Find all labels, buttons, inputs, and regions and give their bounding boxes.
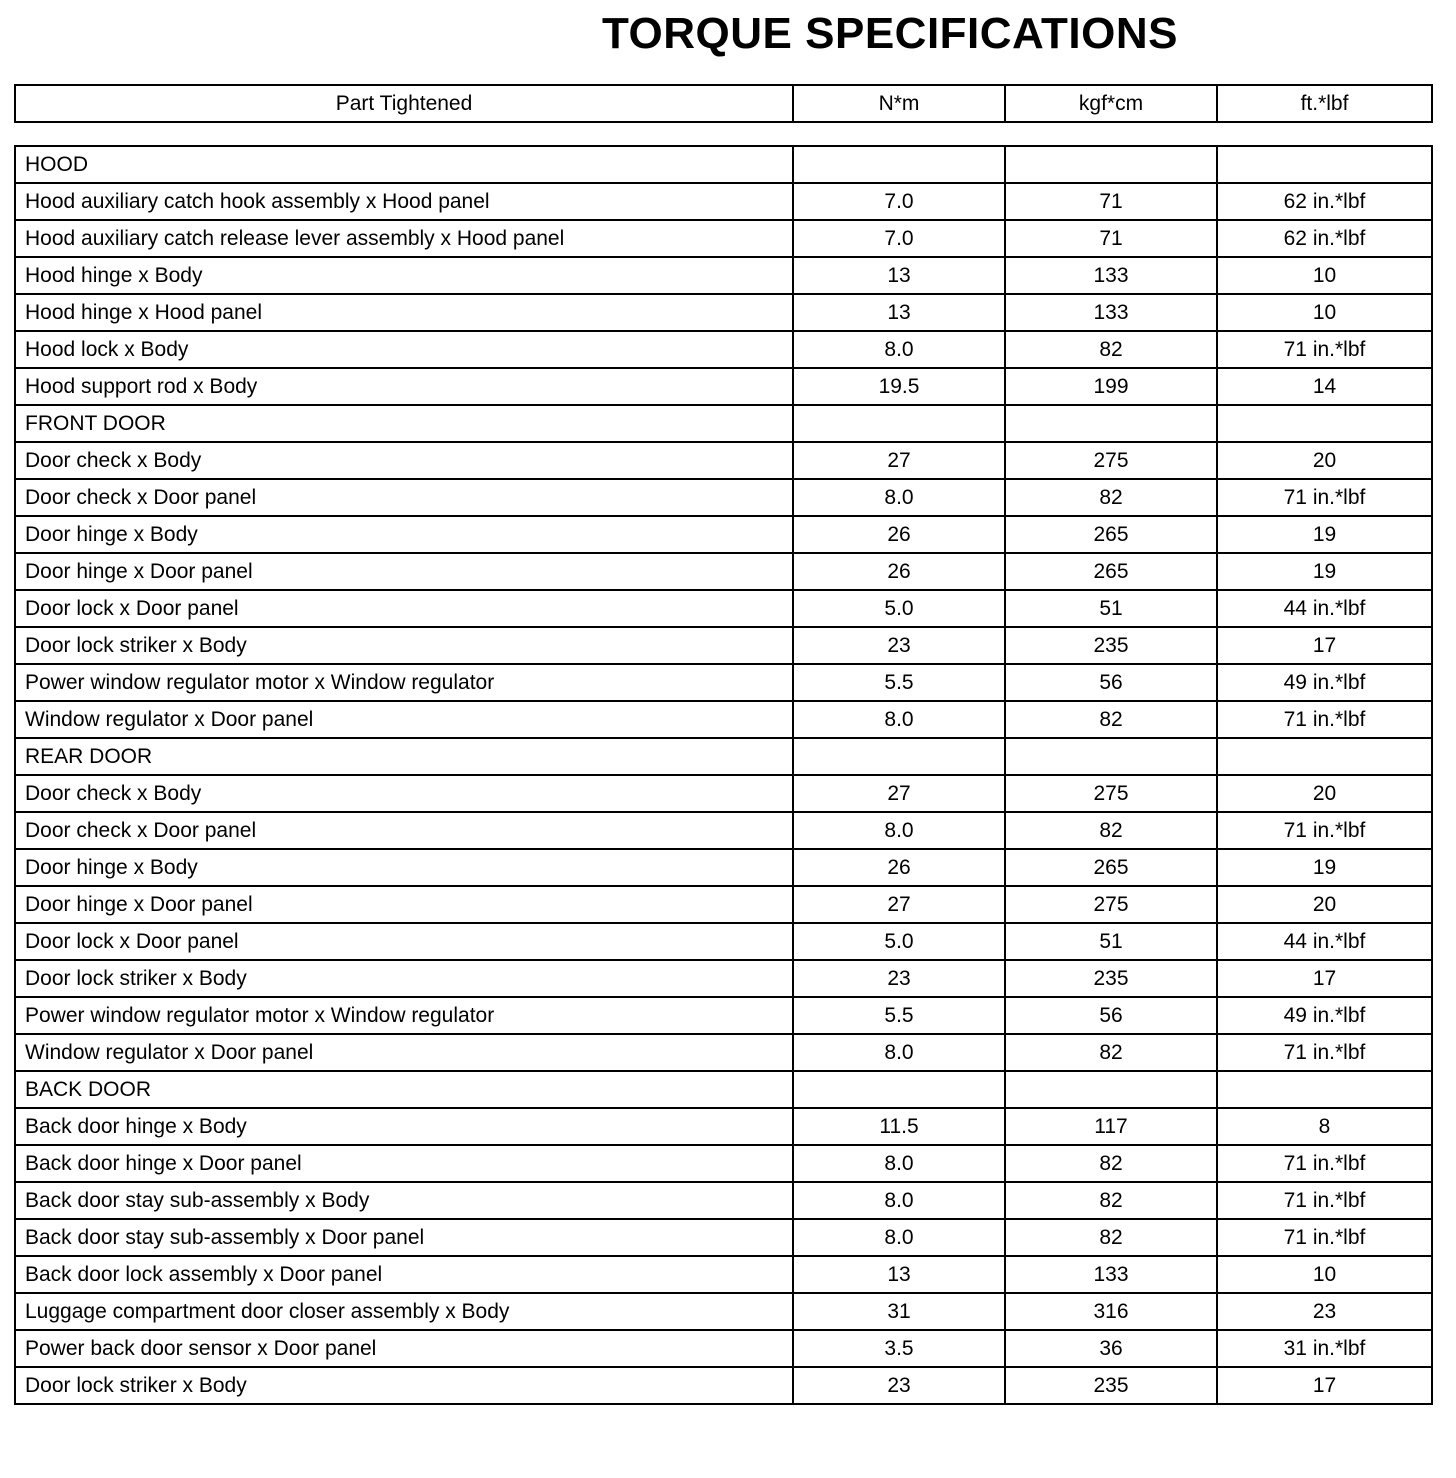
nm-value-cell: 26 xyxy=(793,553,1005,590)
table-row xyxy=(15,1330,1432,1367)
table-row xyxy=(15,1182,1432,1219)
part-cell: Hood auxiliary catch release lever assembly x Hood panel xyxy=(15,220,793,257)
nm-value-cell: 5.0 xyxy=(793,923,1005,960)
ftlbf-value-cell: 19 xyxy=(1217,516,1432,553)
kgfcm-value-cell: 82 xyxy=(1005,1145,1217,1182)
nm-value-cell xyxy=(793,405,1005,442)
part-cell: Door check x Door panel xyxy=(15,812,793,849)
part-cell: Door hinge x Body xyxy=(15,516,793,553)
table-row xyxy=(15,960,1432,997)
table-row xyxy=(15,664,1432,701)
part-cell: Hood lock x Body xyxy=(15,331,793,368)
column-header-ftlbf: ft.*lbf xyxy=(1217,85,1432,122)
table-row xyxy=(15,183,1432,220)
kgfcm-value-cell xyxy=(1005,146,1217,183)
nm-value-cell xyxy=(793,146,1005,183)
table-row xyxy=(15,294,1432,331)
nm-value-cell: 8.0 xyxy=(793,1034,1005,1071)
column-header-nm: N*m xyxy=(793,85,1005,122)
ftlbf-value-cell: 17 xyxy=(1217,960,1432,997)
part-cell: Door lock striker x Body xyxy=(15,627,793,664)
nm-value-cell: 8.0 xyxy=(793,479,1005,516)
table-row xyxy=(15,849,1432,886)
kgfcm-value-cell: 275 xyxy=(1005,442,1217,479)
page-title: TORQUE SPECIFICATIONS xyxy=(601,9,1179,58)
kgfcm-value-cell: 316 xyxy=(1005,1293,1217,1330)
kgfcm-value-cell: 56 xyxy=(1005,664,1217,701)
ftlbf-value-cell: 10 xyxy=(1217,1256,1432,1293)
ftlbf-value-cell xyxy=(1217,1071,1432,1108)
ftlbf-value-cell: 20 xyxy=(1217,775,1432,812)
kgfcm-value-cell: 82 xyxy=(1005,1219,1217,1256)
ftlbf-value-cell: 19 xyxy=(1217,553,1432,590)
nm-value-cell xyxy=(793,738,1005,775)
table-row xyxy=(15,701,1432,738)
part-cell: Hood hinge x Body xyxy=(15,257,793,294)
table-row xyxy=(15,1256,1432,1293)
kgfcm-value-cell: 265 xyxy=(1005,516,1217,553)
ftlbf-value-cell: 71 in.*lbf xyxy=(1217,1145,1432,1182)
table-row xyxy=(15,627,1432,664)
part-cell: Door check x Door panel xyxy=(15,479,793,516)
part-cell: Door check x Body xyxy=(15,442,793,479)
section-header-row xyxy=(15,1071,1432,1108)
torque-spec-table xyxy=(14,145,1433,1405)
part-cell: Back door stay sub-assembly x Door panel xyxy=(15,1219,793,1256)
ftlbf-value-cell: 49 in.*lbf xyxy=(1217,664,1432,701)
nm-value-cell: 8.0 xyxy=(793,1182,1005,1219)
table-row xyxy=(15,997,1432,1034)
part-cell: Power back door sensor x Door panel xyxy=(15,1330,793,1367)
kgfcm-value-cell: 71 xyxy=(1005,183,1217,220)
ftlbf-value-cell xyxy=(1217,405,1432,442)
ftlbf-value-cell: 62 in.*lbf xyxy=(1217,183,1432,220)
table-row xyxy=(15,516,1432,553)
ftlbf-value-cell: 17 xyxy=(1217,627,1432,664)
table-row xyxy=(15,1293,1432,1330)
ftlbf-value-cell: 49 in.*lbf xyxy=(1217,997,1432,1034)
table-row xyxy=(15,923,1432,960)
table-row xyxy=(15,257,1432,294)
nm-value-cell: 13 xyxy=(793,1256,1005,1293)
nm-value-cell: 8.0 xyxy=(793,1219,1005,1256)
nm-value-cell: 5.0 xyxy=(793,590,1005,627)
table-row xyxy=(15,331,1432,368)
ftlbf-value-cell: 71 in.*lbf xyxy=(1217,1182,1432,1219)
column-header-part: Part Tightened xyxy=(15,85,793,122)
part-cell: Luggage compartment door closer assembly x Body xyxy=(15,1293,793,1330)
ftlbf-value-cell: 14 xyxy=(1217,368,1432,405)
kgfcm-value-cell: 199 xyxy=(1005,368,1217,405)
ftlbf-value-cell: 19 xyxy=(1217,849,1432,886)
ftlbf-value-cell: 10 xyxy=(1217,294,1432,331)
ftlbf-value-cell: 17 xyxy=(1217,1367,1432,1404)
section-header-row xyxy=(15,738,1432,775)
table-row xyxy=(15,1034,1432,1071)
part-cell: Back door hinge x Body xyxy=(15,1108,793,1145)
nm-value-cell: 11.5 xyxy=(793,1108,1005,1145)
part-cell: Hood support rod x Body xyxy=(15,368,793,405)
ftlbf-value-cell: 20 xyxy=(1217,442,1432,479)
part-cell: Door hinge x Door panel xyxy=(15,553,793,590)
table-row xyxy=(15,1145,1432,1182)
nm-value-cell: 23 xyxy=(793,1367,1005,1404)
ftlbf-value-cell: 44 in.*lbf xyxy=(1217,923,1432,960)
part-cell: REAR DOOR xyxy=(15,738,793,775)
part-cell: Power window regulator motor x Window regulator xyxy=(15,664,793,701)
nm-value-cell: 7.0 xyxy=(793,220,1005,257)
table-row xyxy=(15,442,1432,479)
kgfcm-value-cell: 265 xyxy=(1005,553,1217,590)
table-row xyxy=(15,220,1432,257)
kgfcm-value-cell: 82 xyxy=(1005,479,1217,516)
table-row xyxy=(15,775,1432,812)
table-row xyxy=(15,553,1432,590)
nm-value-cell: 8.0 xyxy=(793,1145,1005,1182)
nm-value-cell: 26 xyxy=(793,849,1005,886)
ftlbf-value-cell: 71 in.*lbf xyxy=(1217,701,1432,738)
kgfcm-value-cell xyxy=(1005,738,1217,775)
kgfcm-value-cell: 82 xyxy=(1005,812,1217,849)
kgfcm-value-cell: 275 xyxy=(1005,775,1217,812)
nm-value-cell: 5.5 xyxy=(793,664,1005,701)
ftlbf-value-cell: 71 in.*lbf xyxy=(1217,1034,1432,1071)
part-cell: Back door lock assembly x Door panel xyxy=(15,1256,793,1293)
nm-value-cell: 13 xyxy=(793,257,1005,294)
ftlbf-value-cell: 20 xyxy=(1217,886,1432,923)
nm-value-cell: 27 xyxy=(793,775,1005,812)
part-cell: Door lock x Door panel xyxy=(15,923,793,960)
ftlbf-value-cell: 8 xyxy=(1217,1108,1432,1145)
kgfcm-value-cell: 133 xyxy=(1005,294,1217,331)
nm-value-cell xyxy=(793,1071,1005,1108)
header-row xyxy=(15,85,1432,122)
kgfcm-value-cell: 275 xyxy=(1005,886,1217,923)
section-header-row xyxy=(15,146,1432,183)
kgfcm-value-cell: 71 xyxy=(1005,220,1217,257)
table-row xyxy=(15,1108,1432,1145)
table-row xyxy=(15,590,1432,627)
kgfcm-value-cell: 36 xyxy=(1005,1330,1217,1367)
part-cell: Door hinge x Body xyxy=(15,849,793,886)
table-row xyxy=(15,886,1432,923)
nm-value-cell: 5.5 xyxy=(793,997,1005,1034)
table-row xyxy=(15,812,1432,849)
kgfcm-value-cell: 82 xyxy=(1005,1034,1217,1071)
kgfcm-value-cell xyxy=(1005,405,1217,442)
part-cell: HOOD xyxy=(15,146,793,183)
nm-value-cell: 23 xyxy=(793,627,1005,664)
part-cell: Door lock striker x Body xyxy=(15,1367,793,1404)
table-row xyxy=(15,368,1432,405)
kgfcm-value-cell: 82 xyxy=(1005,1182,1217,1219)
table-row xyxy=(15,1219,1432,1256)
part-cell: Window regulator x Door panel xyxy=(15,1034,793,1071)
nm-value-cell: 19.5 xyxy=(793,368,1005,405)
ftlbf-value-cell xyxy=(1217,146,1432,183)
column-header-table xyxy=(14,84,1433,123)
part-cell: Door lock x Door panel xyxy=(15,590,793,627)
nm-value-cell: 23 xyxy=(793,960,1005,997)
kgfcm-value-cell xyxy=(1005,1071,1217,1108)
table-row xyxy=(15,1367,1432,1404)
ftlbf-value-cell: 23 xyxy=(1217,1293,1432,1330)
ftlbf-value-cell: 71 in.*lbf xyxy=(1217,1219,1432,1256)
nm-value-cell: 27 xyxy=(793,442,1005,479)
kgfcm-value-cell: 235 xyxy=(1005,1367,1217,1404)
part-cell: BACK DOOR xyxy=(15,1071,793,1108)
kgfcm-value-cell: 82 xyxy=(1005,331,1217,368)
part-cell: Hood auxiliary catch hook assembly x Hood panel xyxy=(15,183,793,220)
nm-value-cell: 7.0 xyxy=(793,183,1005,220)
ftlbf-value-cell xyxy=(1217,738,1432,775)
ftlbf-value-cell: 71 in.*lbf xyxy=(1217,479,1432,516)
ftlbf-value-cell: 62 in.*lbf xyxy=(1217,220,1432,257)
part-cell: FRONT DOOR xyxy=(15,405,793,442)
kgfcm-value-cell: 235 xyxy=(1005,960,1217,997)
nm-value-cell: 13 xyxy=(793,294,1005,331)
part-cell: Hood hinge x Hood panel xyxy=(15,294,793,331)
kgfcm-value-cell: 82 xyxy=(1005,701,1217,738)
part-cell: Window regulator x Door panel xyxy=(15,701,793,738)
ftlbf-value-cell: 31 in.*lbf xyxy=(1217,1330,1432,1367)
nm-value-cell: 26 xyxy=(793,516,1005,553)
column-header-kgfcm: kgf*cm xyxy=(1005,85,1217,122)
part-cell: Door check x Body xyxy=(15,775,793,812)
ftlbf-value-cell: 71 in.*lbf xyxy=(1217,812,1432,849)
kgfcm-value-cell: 265 xyxy=(1005,849,1217,886)
part-cell: Back door hinge x Door panel xyxy=(15,1145,793,1182)
kgfcm-value-cell: 117 xyxy=(1005,1108,1217,1145)
part-cell: Door lock striker x Body xyxy=(15,960,793,997)
nm-value-cell: 27 xyxy=(793,886,1005,923)
nm-value-cell: 8.0 xyxy=(793,701,1005,738)
table-row xyxy=(15,479,1432,516)
kgfcm-value-cell: 51 xyxy=(1005,923,1217,960)
kgfcm-value-cell: 133 xyxy=(1005,257,1217,294)
kgfcm-value-cell: 51 xyxy=(1005,590,1217,627)
part-cell: Power window regulator motor x Window regulator xyxy=(15,997,793,1034)
part-cell: Door hinge x Door panel xyxy=(15,886,793,923)
section-header-row xyxy=(15,405,1432,442)
ftlbf-value-cell: 44 in.*lbf xyxy=(1217,590,1432,627)
nm-value-cell: 8.0 xyxy=(793,331,1005,368)
kgfcm-value-cell: 133 xyxy=(1005,1256,1217,1293)
ftlbf-value-cell: 10 xyxy=(1217,257,1432,294)
nm-value-cell: 8.0 xyxy=(793,812,1005,849)
nm-value-cell: 3.5 xyxy=(793,1330,1005,1367)
kgfcm-value-cell: 235 xyxy=(1005,627,1217,664)
kgfcm-value-cell: 56 xyxy=(1005,997,1217,1034)
part-cell: Back door stay sub-assembly x Body xyxy=(15,1182,793,1219)
nm-value-cell: 31 xyxy=(793,1293,1005,1330)
ftlbf-value-cell: 71 in.*lbf xyxy=(1217,331,1432,368)
